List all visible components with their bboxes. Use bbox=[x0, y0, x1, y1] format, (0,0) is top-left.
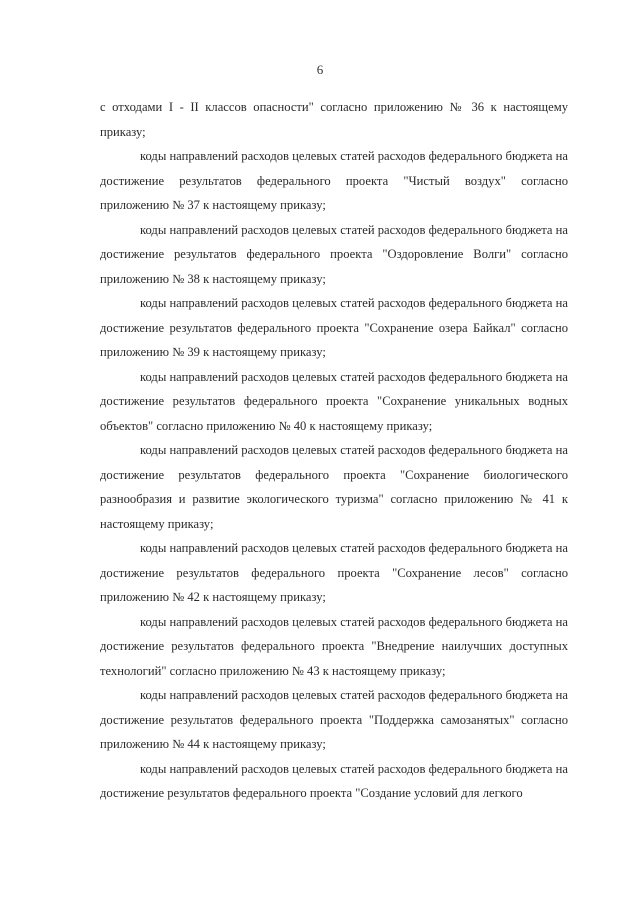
page-number: 6 bbox=[316, 62, 324, 77]
paragraph-project-forests: коды направлений расходов целевых статей расходов федерального бюджета на достижение результатов федерального проекта "Сохранение лесов" согласно приложению № 42 к настоящему приказу; bbox=[100, 541, 568, 604]
paragraph-project-volga: коды направлений расходов целевых статей расходов федерального бюджета на достижение результатов федерального проекта "Оздоровление Волги" согласно приложению № 38 к настоящему приказу; bbox=[100, 222, 568, 286]
paragraph-project-clean-air: коды направлений расходов целевых статей расходов федерального бюджета на достижение результатов федерального проекта "Чистый воздух" согласно приложению № 37 к настоящему приказу; bbox=[100, 149, 568, 212]
paragraph-project-self-employed: коды направлений расходов целевых статей расходов федерального бюджета на достижение результатов федерального проекта "Поддержка самозанятых" согласно приложению № 44 к настоящему приказу; bbox=[100, 688, 568, 751]
paragraph-project-baikal: коды направлений расходов целевых статей расходов федерального бюджета на достижение результатов федерального проекта "Сохранение озера Байкал" согласно приложению № 39 к настоящему приказу; bbox=[100, 296, 568, 359]
paragraph-project-conditions: коды направлений расходов целевых статей расходов федерального бюджета на достижение результатов федерального проекта "Создание условий для легкого bbox=[100, 761, 568, 800]
paragraph-continuation: с отходами I - II классов опасности" согласно приложению № 36 к настоящему приказу; bbox=[100, 100, 568, 139]
paragraph-project-best-technologies: коды направлений расходов целевых статей расходов федерального бюджета на достижение результатов федерального проекта "Внедрение наилучших доступных технологий" согласно приложению № 43 к настоящему приказу; bbox=[100, 614, 568, 678]
paragraph-project-biodiversity: коды направлений расходов целевых статей расходов федерального бюджета на достижение результатов федерального проекта "Сохранение биологического разнообразия и развитие экологического туризма" согласно приложению № 41 к настоящему приказу; bbox=[100, 443, 568, 531]
document-body bbox=[100, 95, 568, 806]
paragraph-project-water-objects: коды направлений расходов целевых статей расходов федерального бюджета на достижение результатов федерального проекта "Сохранение уникальных водных объектов" согласно приложению № 40 к настоящему приказу; bbox=[100, 369, 568, 433]
